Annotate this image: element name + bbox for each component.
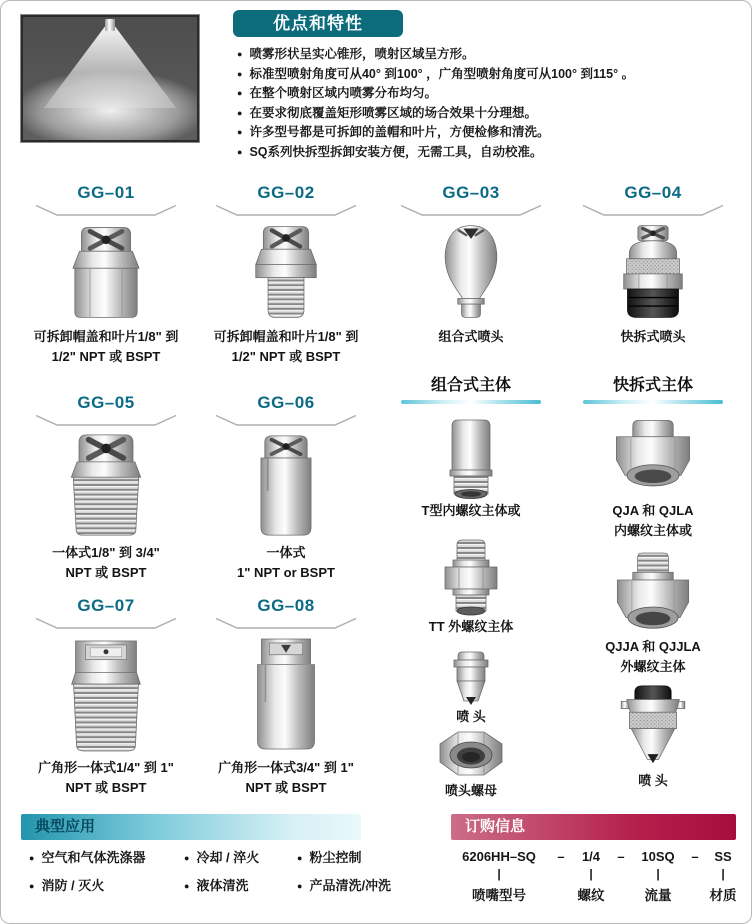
product-photo-gg06 [201,427,371,543]
product-card-gg03 [386,182,556,347]
connector-bar: | [721,867,725,881]
application-text: 冷却 / 淬火 [196,850,260,865]
product-code: GG–08 [257,596,315,615]
product-caption: 可拆卸帽盖和叶片1/8" 到 [213,329,359,344]
ordering-part-model [449,848,549,906]
product-card-gg05 [21,392,191,583]
quick-body-section-title: 快拆式主体 [612,377,693,394]
combo-item-caption: T型内螺纹主体或 [421,503,521,518]
product-card-gg01 [21,182,191,367]
product-photo-gg01 [21,217,191,327]
application-text: 产品清洗/冲洗 [309,878,392,893]
product-caption: NPT 或 BSPT [65,780,147,795]
feature-item [237,104,742,124]
product-caption: 广角形一体式1/4" 到 1" [38,760,174,775]
bullet-icon: ● [237,146,243,157]
application-item [297,876,391,896]
bullet-icon: ● [297,881,303,891]
combo-item-caption: TT 外螺纹主体 [428,619,514,634]
feature-item [237,65,742,85]
application-item [184,848,259,868]
ordering-label: 材质 [709,888,737,903]
feature-text: SQ系列快拆型拆卸安装方便，无需工具，自动校准。 [249,144,543,159]
combo-item-photo [386,537,556,617]
bullet-icon: ● [184,853,190,863]
ordering-value: SS [714,849,732,864]
product-caption: 1/2" NPT 或 BSPT [51,349,161,364]
ordering-code-diagram [449,848,739,906]
feature-item [237,45,742,65]
applications-section-header: 典型应用 [21,814,361,840]
product-card-gg04 [568,182,738,347]
ordering-separator [683,848,707,906]
feature-item [237,123,742,143]
bullet-icon: ● [29,853,35,863]
ordering-section-header: 订购信息 [451,814,736,840]
product-photo-gg08 [201,630,371,758]
product-code: GG–06 [257,393,315,412]
bracket-line [211,414,361,427]
bracket-line [396,204,546,217]
quick-item-photo [568,415,738,501]
ordering-separator [549,848,573,906]
ordering-part-thread [573,848,609,906]
bullet-icon: ● [297,853,303,863]
features-list [237,45,742,162]
product-card-gg08 [201,595,371,798]
bracket-line [31,414,181,427]
application-text: 空气和气体洗涤器 [41,850,146,865]
product-photo-gg04 [568,217,738,327]
product-caption: 一体式 [266,545,306,560]
product-caption: 一体式1/8" 到 3/4" [52,545,160,560]
product-caption: 组合式喷头 [438,329,504,344]
spray-pattern-photo [21,15,199,142]
combo-section-rule [401,400,541,404]
feature-text: 在整个喷射区域内喷雾分布均匀。 [249,86,437,100]
bullet-icon: ● [237,88,243,98]
bullet-icon: ● [237,49,243,59]
quick-item-qja-body [568,415,738,541]
feature-text: 许多型号都是可拆卸的盖帽和叶片，方便检修和清洗。 [249,125,550,139]
product-caption: 1/2" NPT 或 BSPT [231,349,341,364]
quick-item-caption: 喷 头 [638,773,668,788]
ordering-label: 螺纹 [577,888,605,903]
nozzle-tip-graphic [105,19,115,31]
product-card-gg02 [201,182,371,367]
ordering-separator [609,848,633,906]
connector-bar: | [656,867,660,881]
quick-item-caption: 外螺纹主体 [620,659,686,674]
ordering-value: 10SQ [641,849,675,864]
application-item [29,876,104,896]
bracket-line [211,204,361,217]
bullet-icon: ● [184,881,190,891]
product-card-gg06 [201,392,371,583]
product-caption: NPT 或 BSPT [65,565,147,580]
product-code: GG–02 [257,183,315,202]
combo-body-section-title: 组合式主体 [430,377,511,394]
product-caption: NPT 或 BSPT [245,780,327,795]
product-code: GG–03 [442,183,500,202]
quick-item-caption: QJJA 和 QJJLA [605,639,701,654]
combo-item-tt-body [386,537,556,637]
dash: – [557,849,565,864]
product-code: GG–04 [624,183,682,202]
product-caption: 可拆卸帽盖和叶片1/8" 到 [33,329,179,344]
quick-section-rule [583,400,723,404]
product-code: GG–01 [77,183,135,202]
connector-bar: | [589,867,593,881]
quick-item-caption: 内螺纹主体或 [613,523,692,538]
feature-text: 在要求彻底覆盖矩形喷雾区域的场合效果十分理想。 [249,105,537,120]
ordering-value: 1/4 [581,849,601,864]
bullet-icon: ● [29,881,35,891]
bracket-line [211,617,361,630]
product-code: GG–05 [77,393,135,412]
ordering-label: 喷嘴型号 [472,888,526,903]
product-photo-gg03 [386,217,556,327]
combo-item-nut [386,727,556,801]
feature-item [237,84,742,104]
features-section-header: 优点和特性 [233,10,403,37]
ordering-part-material [707,848,739,906]
dash: – [617,849,625,864]
combo-item-caption: 喷 头 [456,709,486,724]
bullet-icon: ● [237,127,243,137]
spray-cone-graphic [44,25,176,108]
bullet-icon: ● [237,107,243,118]
product-card-gg07 [21,595,191,798]
product-photo-gg07 [21,630,191,758]
bullet-icon: ● [237,68,243,79]
bracket-line [31,204,181,217]
application-item [297,848,361,868]
dash: – [691,849,699,864]
combo-item-photo [386,727,556,781]
quick-item-caption: QJA 和 QJLA [612,503,694,518]
application-item [184,876,248,896]
application-text: 消防 / 灭火 [41,878,105,893]
combo-item-photo [386,415,556,501]
product-caption: 快拆式喷头 [620,329,686,344]
application-item [29,848,145,868]
quick-item-tip [568,679,738,791]
feature-item [237,143,742,163]
application-text: 液体清洗 [196,878,249,893]
combo-item-photo [386,649,556,707]
bracket-line [31,617,181,630]
application-text: 粉尘控制 [309,850,362,865]
combo-item-t-body [386,415,556,521]
quick-item-qjja-body [568,549,738,677]
combo-item-tip [386,649,556,727]
connector-bar: | [497,867,501,881]
combo-item-caption: 喷头螺母 [444,783,497,798]
ordering-value: 6206HH–SQ [462,849,536,864]
bracket-line [578,204,728,217]
ordering-label: 流量 [644,888,672,903]
product-caption: 1" NPT or BSPT [237,565,335,580]
product-caption: 广角形一体式3/4" 到 1" [218,760,354,775]
quick-item-photo [568,679,738,771]
ordering-part-flow [633,848,683,906]
product-photo-gg02 [201,217,371,327]
quick-item-photo [568,549,738,637]
product-photo-gg05 [21,427,191,543]
feature-text: 标准型喷射角度可从40° 到100° ，广角型喷射角度可从100° 到115° 。 [249,66,635,81]
feature-text: 喷雾形状呈实心锥形，喷射区域呈方形。 [249,47,475,61]
product-code: GG–07 [77,596,135,615]
